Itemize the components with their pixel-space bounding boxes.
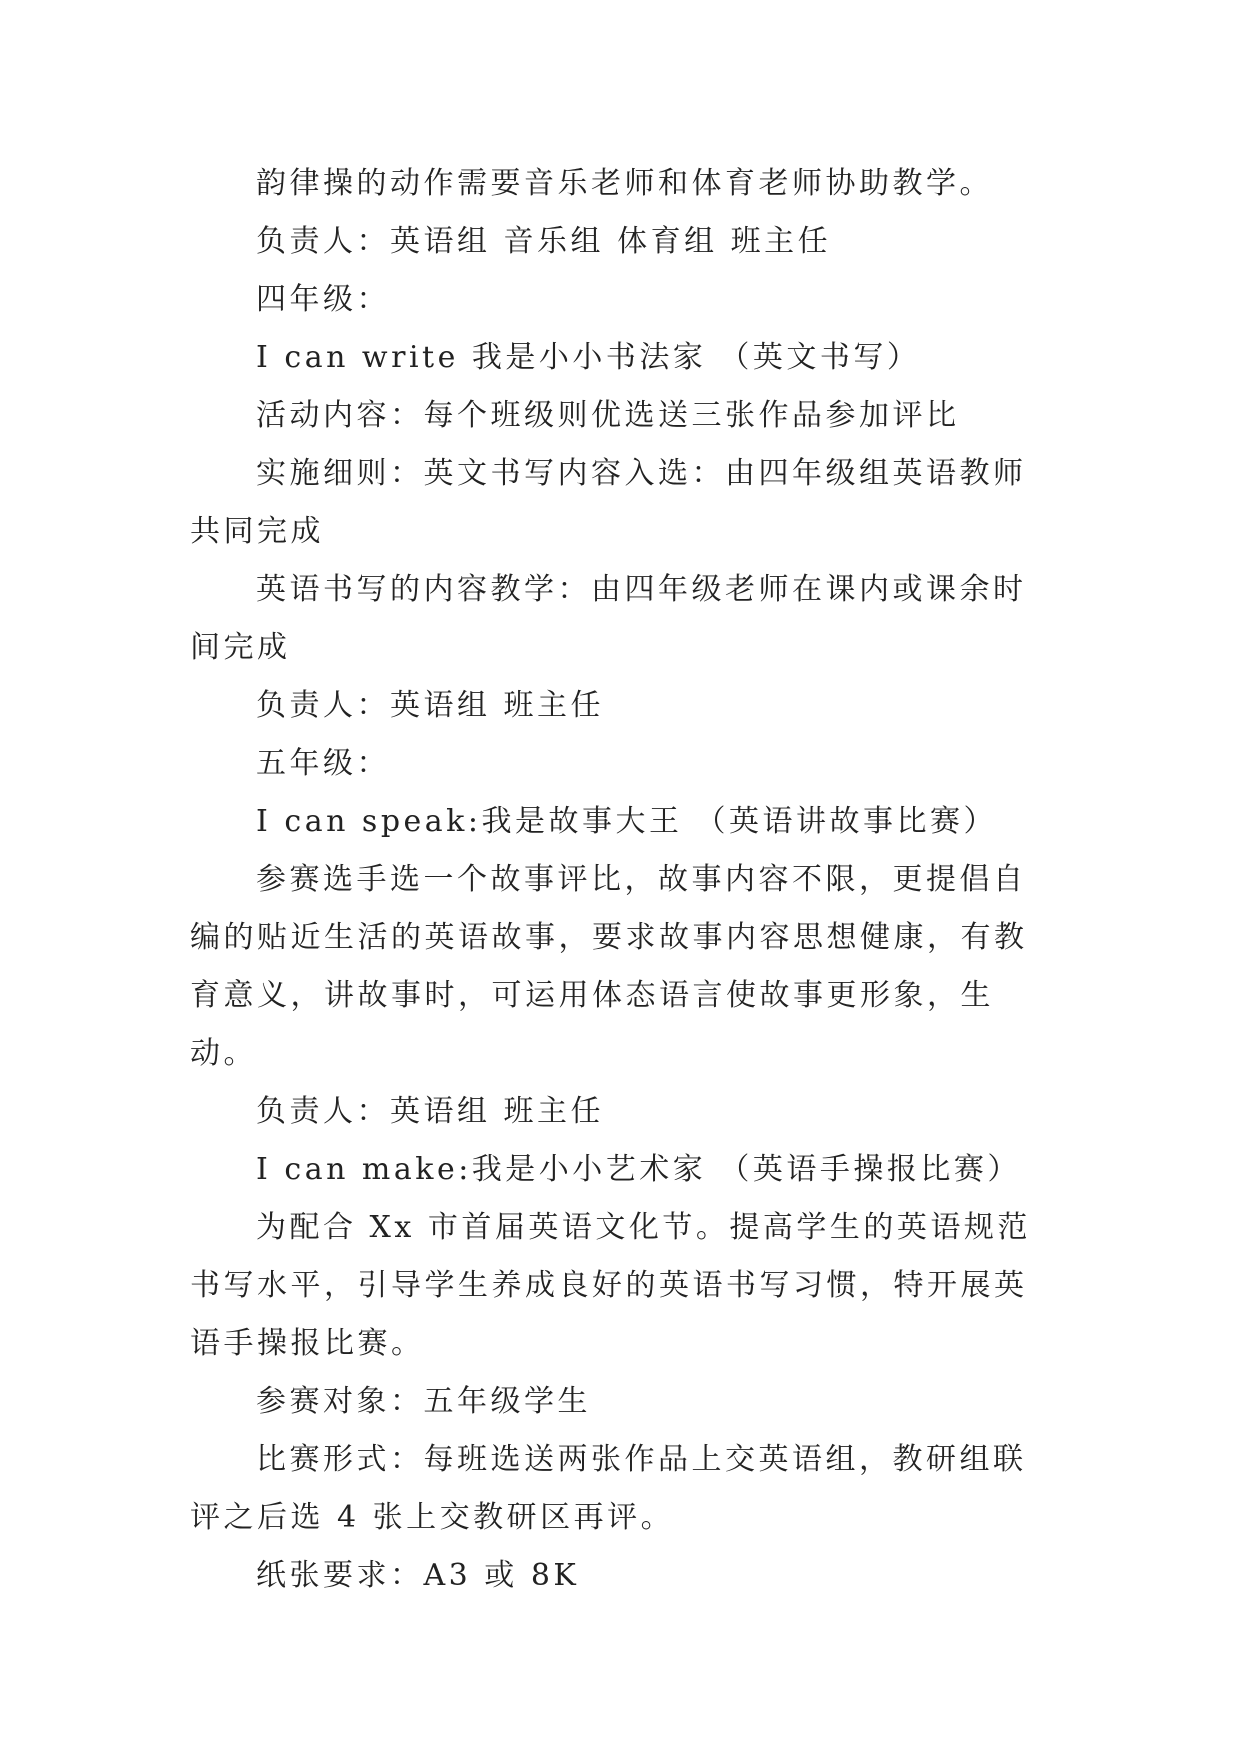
paragraph-implementation-rules: 实施细则：英文书写内容入选：由四年级组英语教师共同完成 bbox=[190, 456, 1027, 549]
paragraph-paper-requirements: 纸张要求：A3 或 8K bbox=[256, 1558, 580, 1593]
paragraph-participants: 参赛对象：五年级学生 bbox=[256, 1384, 591, 1419]
paragraph-rhythm-exercise: 韵律操的动作需要音乐老师和体育老师协助教学。 bbox=[256, 166, 993, 201]
activity-title-speak: I can speak:我是故事大王 （英语讲故事比赛） bbox=[256, 804, 997, 839]
paragraph-teaching-content: 英语书写的内容教学：由四年级老师在课内或课余时间完成 bbox=[190, 572, 1027, 665]
paragraph-responsible-speak: 负责人：英语组 班主任 bbox=[256, 1094, 605, 1129]
paragraph-activity-content: 活动内容：每个班级则优选送三张作品参加评比 bbox=[256, 398, 960, 433]
paragraph-story-rules: 参赛选手选一个故事评比，故事内容不限，更提倡自编的贴近生活的英语故事，要求故事内容思想健康，有教育意义，讲故事时，可运用体态语言使故事更形象，生动。 bbox=[190, 862, 1028, 1071]
heading-grade5: 五年级： bbox=[256, 746, 390, 781]
document-body bbox=[190, 155, 1050, 1605]
paragraph-handcopy-purpose: 为配合 Xx 市首届英语文化节。提高学生的英语规范书写水平，引导学生养成良好的英语书写习惯，特开展英语手操报比赛。 bbox=[190, 1210, 1031, 1361]
activity-title-write: I can write 我是小小书法家 （英文书写） bbox=[256, 340, 921, 375]
paragraph-responsible-grade4: 负责人：英语组 班主任 bbox=[256, 688, 605, 723]
paragraph-responsible-grade3: 负责人：英语组 音乐组 体育组 班主任 bbox=[256, 224, 832, 259]
paragraph-competition-format: 比赛形式：每班选送两张作品上交英语组，教研组联评之后选 4 张上交教研区再评。 bbox=[190, 1442, 1027, 1535]
heading-grade4: 四年级： bbox=[256, 282, 390, 317]
activity-title-make: I can make:我是小小艺术家 （英语手操报比赛） bbox=[256, 1152, 1021, 1187]
